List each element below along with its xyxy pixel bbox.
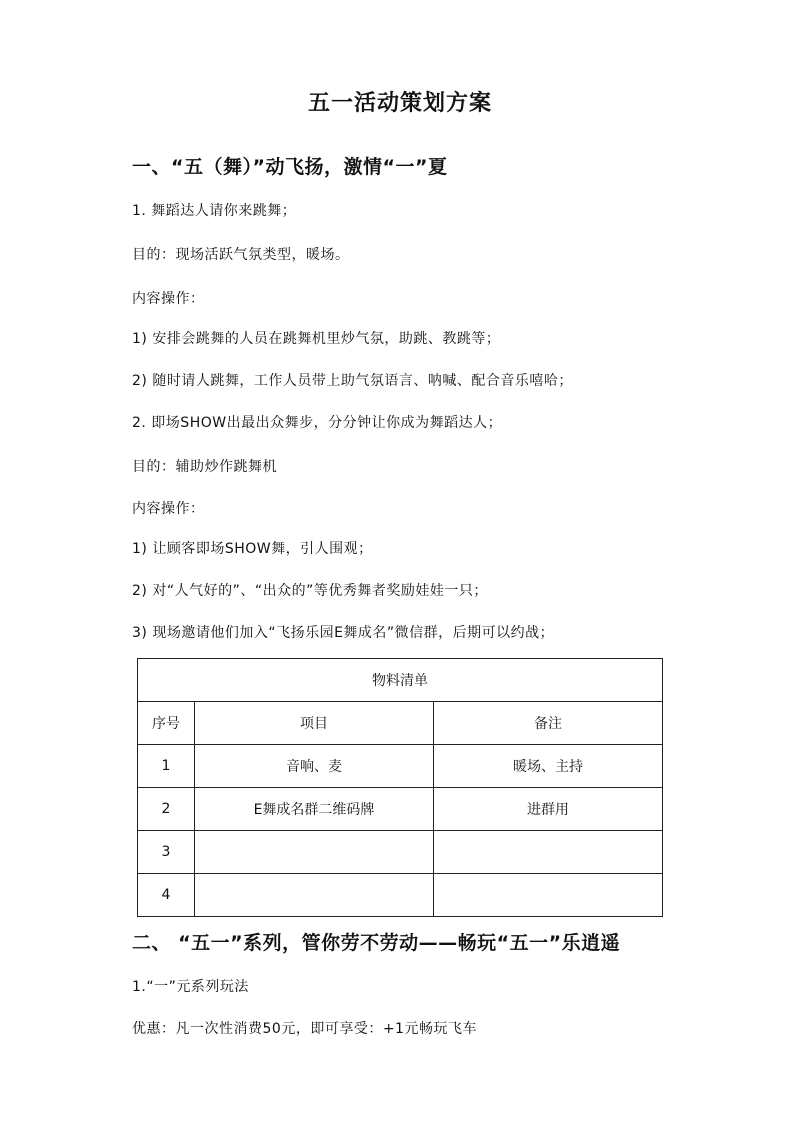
table-row xyxy=(138,831,663,874)
table-row xyxy=(138,874,663,917)
column-header-item: 项目 xyxy=(195,702,434,745)
section-2-line-1: 1.“一”元系列玩法 xyxy=(132,979,249,995)
table-cell xyxy=(434,874,663,917)
table-row xyxy=(138,788,663,831)
table-caption-row xyxy=(138,659,663,702)
table-cell xyxy=(195,831,434,874)
column-header-number: 序号 xyxy=(138,702,195,745)
document-title: 五一活动策划方案 xyxy=(307,91,492,116)
table-cell: 2 xyxy=(138,788,195,831)
table-cell xyxy=(195,874,434,917)
table-cell: 3 xyxy=(138,831,195,874)
table-cell: 4 xyxy=(138,874,195,917)
materials-table xyxy=(137,658,663,917)
table-cell: 进群用 xyxy=(434,788,663,831)
table-cell: 暖场、主持 xyxy=(434,745,663,788)
section-1-line-3: 内容操作： xyxy=(132,291,205,307)
section-1-line-1: 1. 舞蹈达人请你来跳舞； xyxy=(132,203,297,219)
table-header-row xyxy=(138,702,663,745)
column-header-remarks: 备注 xyxy=(434,702,663,745)
table-cell xyxy=(434,831,663,874)
section-1-line-6: 2. 即场SHOW出最出众舞步，分分钟让你成为舞蹈达人； xyxy=(132,415,503,431)
table-row xyxy=(138,745,663,788)
section-1-line-9: 1) 让顾客即场SHOW舞，引人围观； xyxy=(132,541,373,557)
table-cell: 1 xyxy=(138,745,195,788)
section-1-line-2: 目的：现场活跃气氛类型，暖场。 xyxy=(132,247,350,263)
section-1-line-11: 3) 现场邀请他们加入“飞扬乐园E舞成名”微信群，后期可以约战； xyxy=(132,625,555,641)
section-1-line-8: 内容操作： xyxy=(132,501,205,517)
section-1-line-5: 2) 随时请人跳舞，工作人员带上助气氛语言、呐喊、配合音乐嘻哈； xyxy=(132,373,573,389)
section-2-heading: 二、 “五一”系列，管你劳不劳动——畅玩“五一”乐逍遥 xyxy=(132,932,621,954)
section-1-line-4: 1) 安排会跳舞的人员在跳舞机里炒气氛，助跳、教跳等； xyxy=(132,331,501,347)
table-caption: 物料清单 xyxy=(138,659,663,702)
section-1-heading: 一、“五（舞）”动飞扬，激情“一”夏 xyxy=(132,156,448,178)
section-1-line-7: 目的：辅助炒作跳舞机 xyxy=(132,459,277,475)
table-cell: 音响、麦 xyxy=(195,745,434,788)
table-cell: E舞成名群二维码牌 xyxy=(195,788,434,831)
section-1-line-10: 2) 对“人气好的”、“出众的”等优秀舞者奖励娃娃一只； xyxy=(132,583,488,599)
section-2-line-2: 优惠：凡一次性消费50元，即可享受：+1元畅玩飞车 xyxy=(132,1021,477,1037)
